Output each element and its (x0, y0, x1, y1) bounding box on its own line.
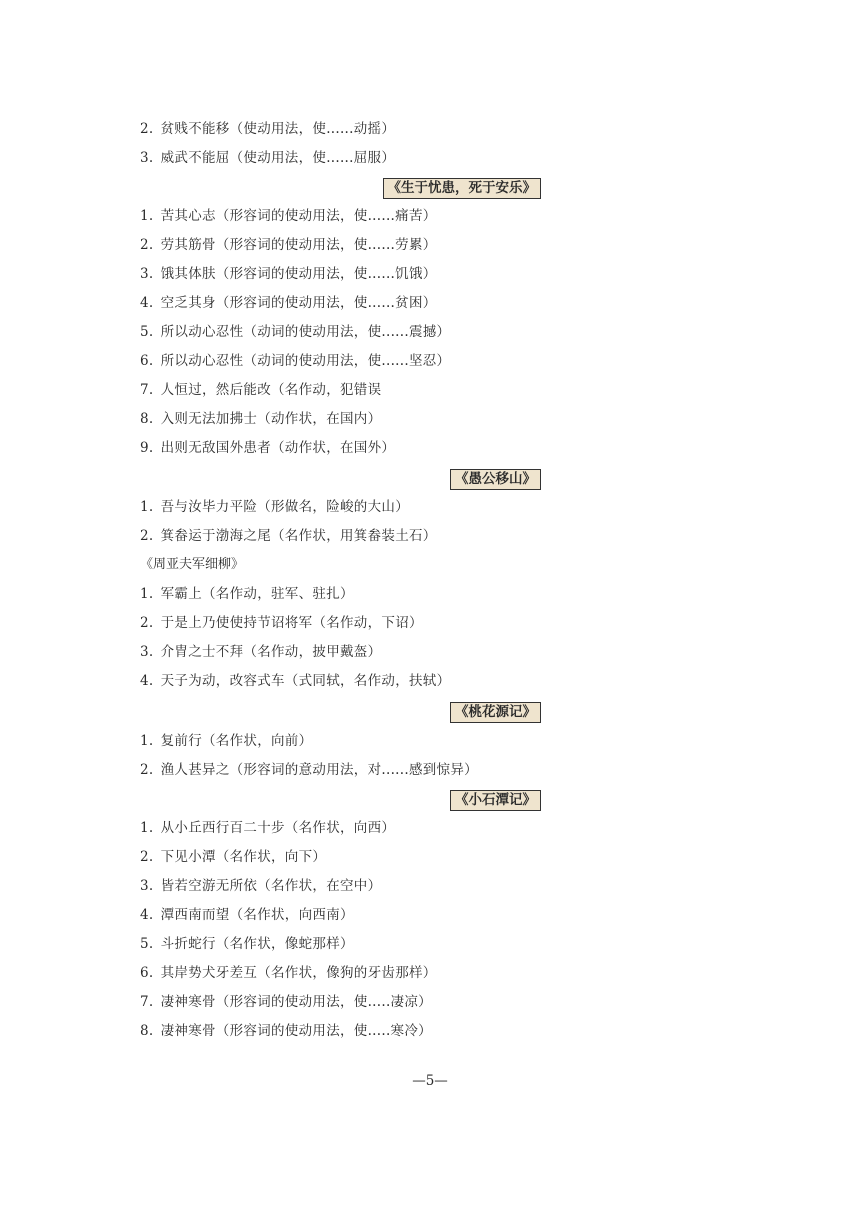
list-item: 8. 入则无法加拂士（动作状，在国内） (140, 411, 382, 427)
list-item: 8. 凄神寒骨（形容词的使动用法，使.....寒冷） (140, 1023, 432, 1039)
list-item: 4. 空乏其身（形容词的使动用法，使......贫困） (140, 295, 437, 311)
list-item: 3. 皆若空游无所依（名作状，在空中） (140, 878, 382, 894)
list-item: 2. 于是上乃使使持节诏将军（名作动，下诏） (140, 615, 423, 631)
list-item: 3. 介胄之士不拜（名作动，披甲戴盔） (140, 644, 382, 660)
list-item: 1. 从小丘西行百二十步（名作状，向西） (140, 820, 396, 836)
list-item: 1. 复前行（名作状，向前） (140, 733, 313, 749)
list-item: 2. 渔人甚异之（形容词的意动用法，对......感到惊异） (140, 762, 478, 778)
list-item: 4. 天子为动，改容式车（式同轼，名作动，扶轼） (140, 673, 451, 689)
list-item: 5. 所以动心忍性（动词的使动用法，使......震撼） (140, 324, 451, 340)
list-item: 5. 斗折蛇行（名作状，像蛇那样） (140, 936, 354, 952)
list-item: 6. 其岸势犬牙差互（名作状，像狗的牙齿那样） (140, 965, 437, 981)
section-heading: 《生于忧患，死于安乐》 (383, 178, 542, 199)
list-item: 2. 贫贱不能移（使动用法，使......动摇） (140, 121, 396, 137)
list-item: 1. 苦其心志（形容词的使动用法，使......痛苦） (140, 208, 437, 224)
list-item: 2. 劳其筋骨（形容词的使动用法，使......劳累） (140, 237, 437, 253)
list-item: 1. 军霸上（名作动，驻军、驻扎） (140, 586, 354, 602)
list-item: 9. 出则无敌国外患者（动作状，在国外） (140, 440, 396, 456)
list-item: 6. 所以动心忍性（动词的使动用法，使......坚忍） (140, 353, 451, 369)
section-title-plain: 《周亚夫军细柳》 (140, 557, 245, 572)
list-item: 3. 饿其体肤（形容词的使动用法，使......饥饿） (140, 266, 437, 282)
section-heading: 《愚公移山》 (450, 469, 541, 490)
list-item: 2. 下见小潭（名作状，向下） (140, 849, 327, 865)
list-item: 1. 吾与汝毕力平险（形做名，险峻的大山） (140, 499, 409, 515)
list-item: 2. 箕畚运于渤海之尾（名作状，用箕畚装土石） (140, 528, 437, 544)
section-heading: 《桃花源记》 (450, 702, 541, 723)
list-item: 7. 凄神寒骨（形容词的使动用法，使.....凄凉） (140, 994, 432, 1010)
list-item: 3. 威武不能屈（使动用法，使......屈服） (140, 150, 396, 166)
page-number: —5— (412, 1073, 448, 1089)
list-item: 7. 人恒过，然后能改（名作动，犯错误 (140, 382, 382, 398)
section-heading: 《小石潭记》 (450, 790, 541, 811)
list-item: 4. 潭西南而望（名作状，向西南） (140, 907, 354, 923)
